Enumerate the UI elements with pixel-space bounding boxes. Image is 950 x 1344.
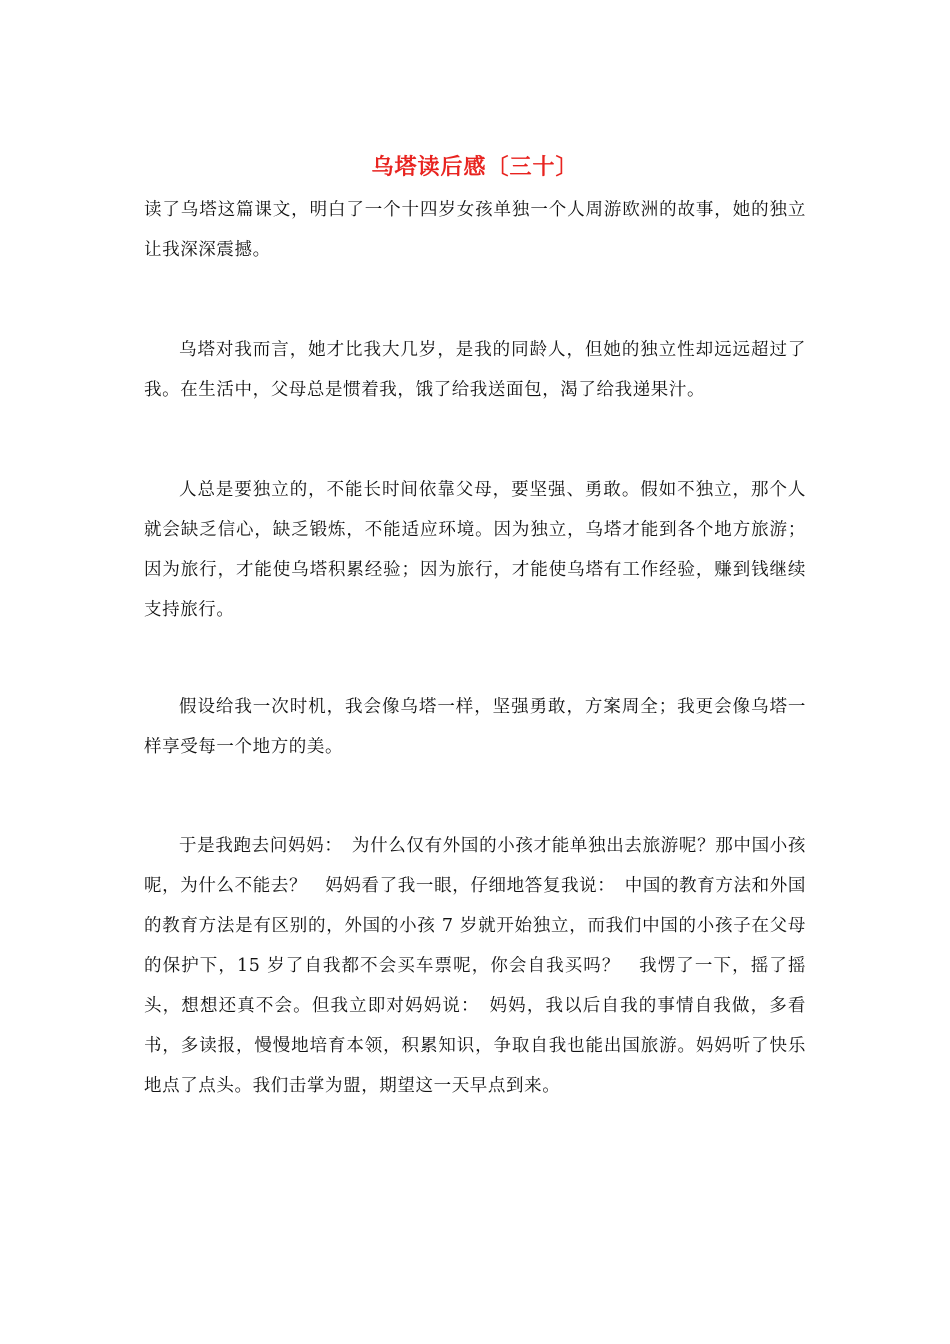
paragraph-independence: 人总是要独立的，不能长时间依靠父母，要坚强、勇敢。假如不独立，那个人就会缺乏信心，缺乏锻炼，不能适应环境。因为独立，乌塔才能到各个地方旅游；因为旅行，才能使乌塔积累经验；因为旅行，才能使乌塔有工作经验，赚到钱继续支持旅行。 xyxy=(144,480,806,620)
paragraph-conversation: 于是我跑去问妈妈： 为什么仅有外国的小孩才能单独出去旅游呢？那中国小孩呢，为什么不能去？ 妈妈看了我一眼，仔细地答复我说： 中国的教育方法和外国的教育方法是有区别的，外国的小孩 7 岁就开始独立，而我们中国的小孩子在父母的保护下，15 岁了自我都不会买车票呢，你会自我买吗？ 我愣了一下，摇了摇头，想想还真不会。但我立即对妈妈说： 妈妈，我以后自我的事情自我做，多看书，多读报，慢慢地培育本领，积累知识，争取自我也能出国旅游。妈妈听了快乐地点了点头。我们击掌为盟，期望这一天早点到来。 xyxy=(144,836,806,1096)
document-title: 乌塔读后感〔三十〕 xyxy=(371,155,579,180)
paragraph-comparison: 乌塔对我而言，她才比我大几岁，是我的同龄人，但她的独立性却远远超过了我。在生活中，父母总是惯着我，饿了给我送面包，渴了给我递果汁。 xyxy=(144,340,806,400)
paragraph-opportunity: 假设给我一次时机，我会像乌塔一样，坚强勇敢，方案周全；我更会像乌塔一样享受每一个地方的美。 xyxy=(144,697,806,757)
paragraph-intro: 读了乌塔这篇课文，明白了一个十四岁女孩单独一个人周游欧洲的故事，她的独立让我深深震撼。 xyxy=(144,200,806,260)
